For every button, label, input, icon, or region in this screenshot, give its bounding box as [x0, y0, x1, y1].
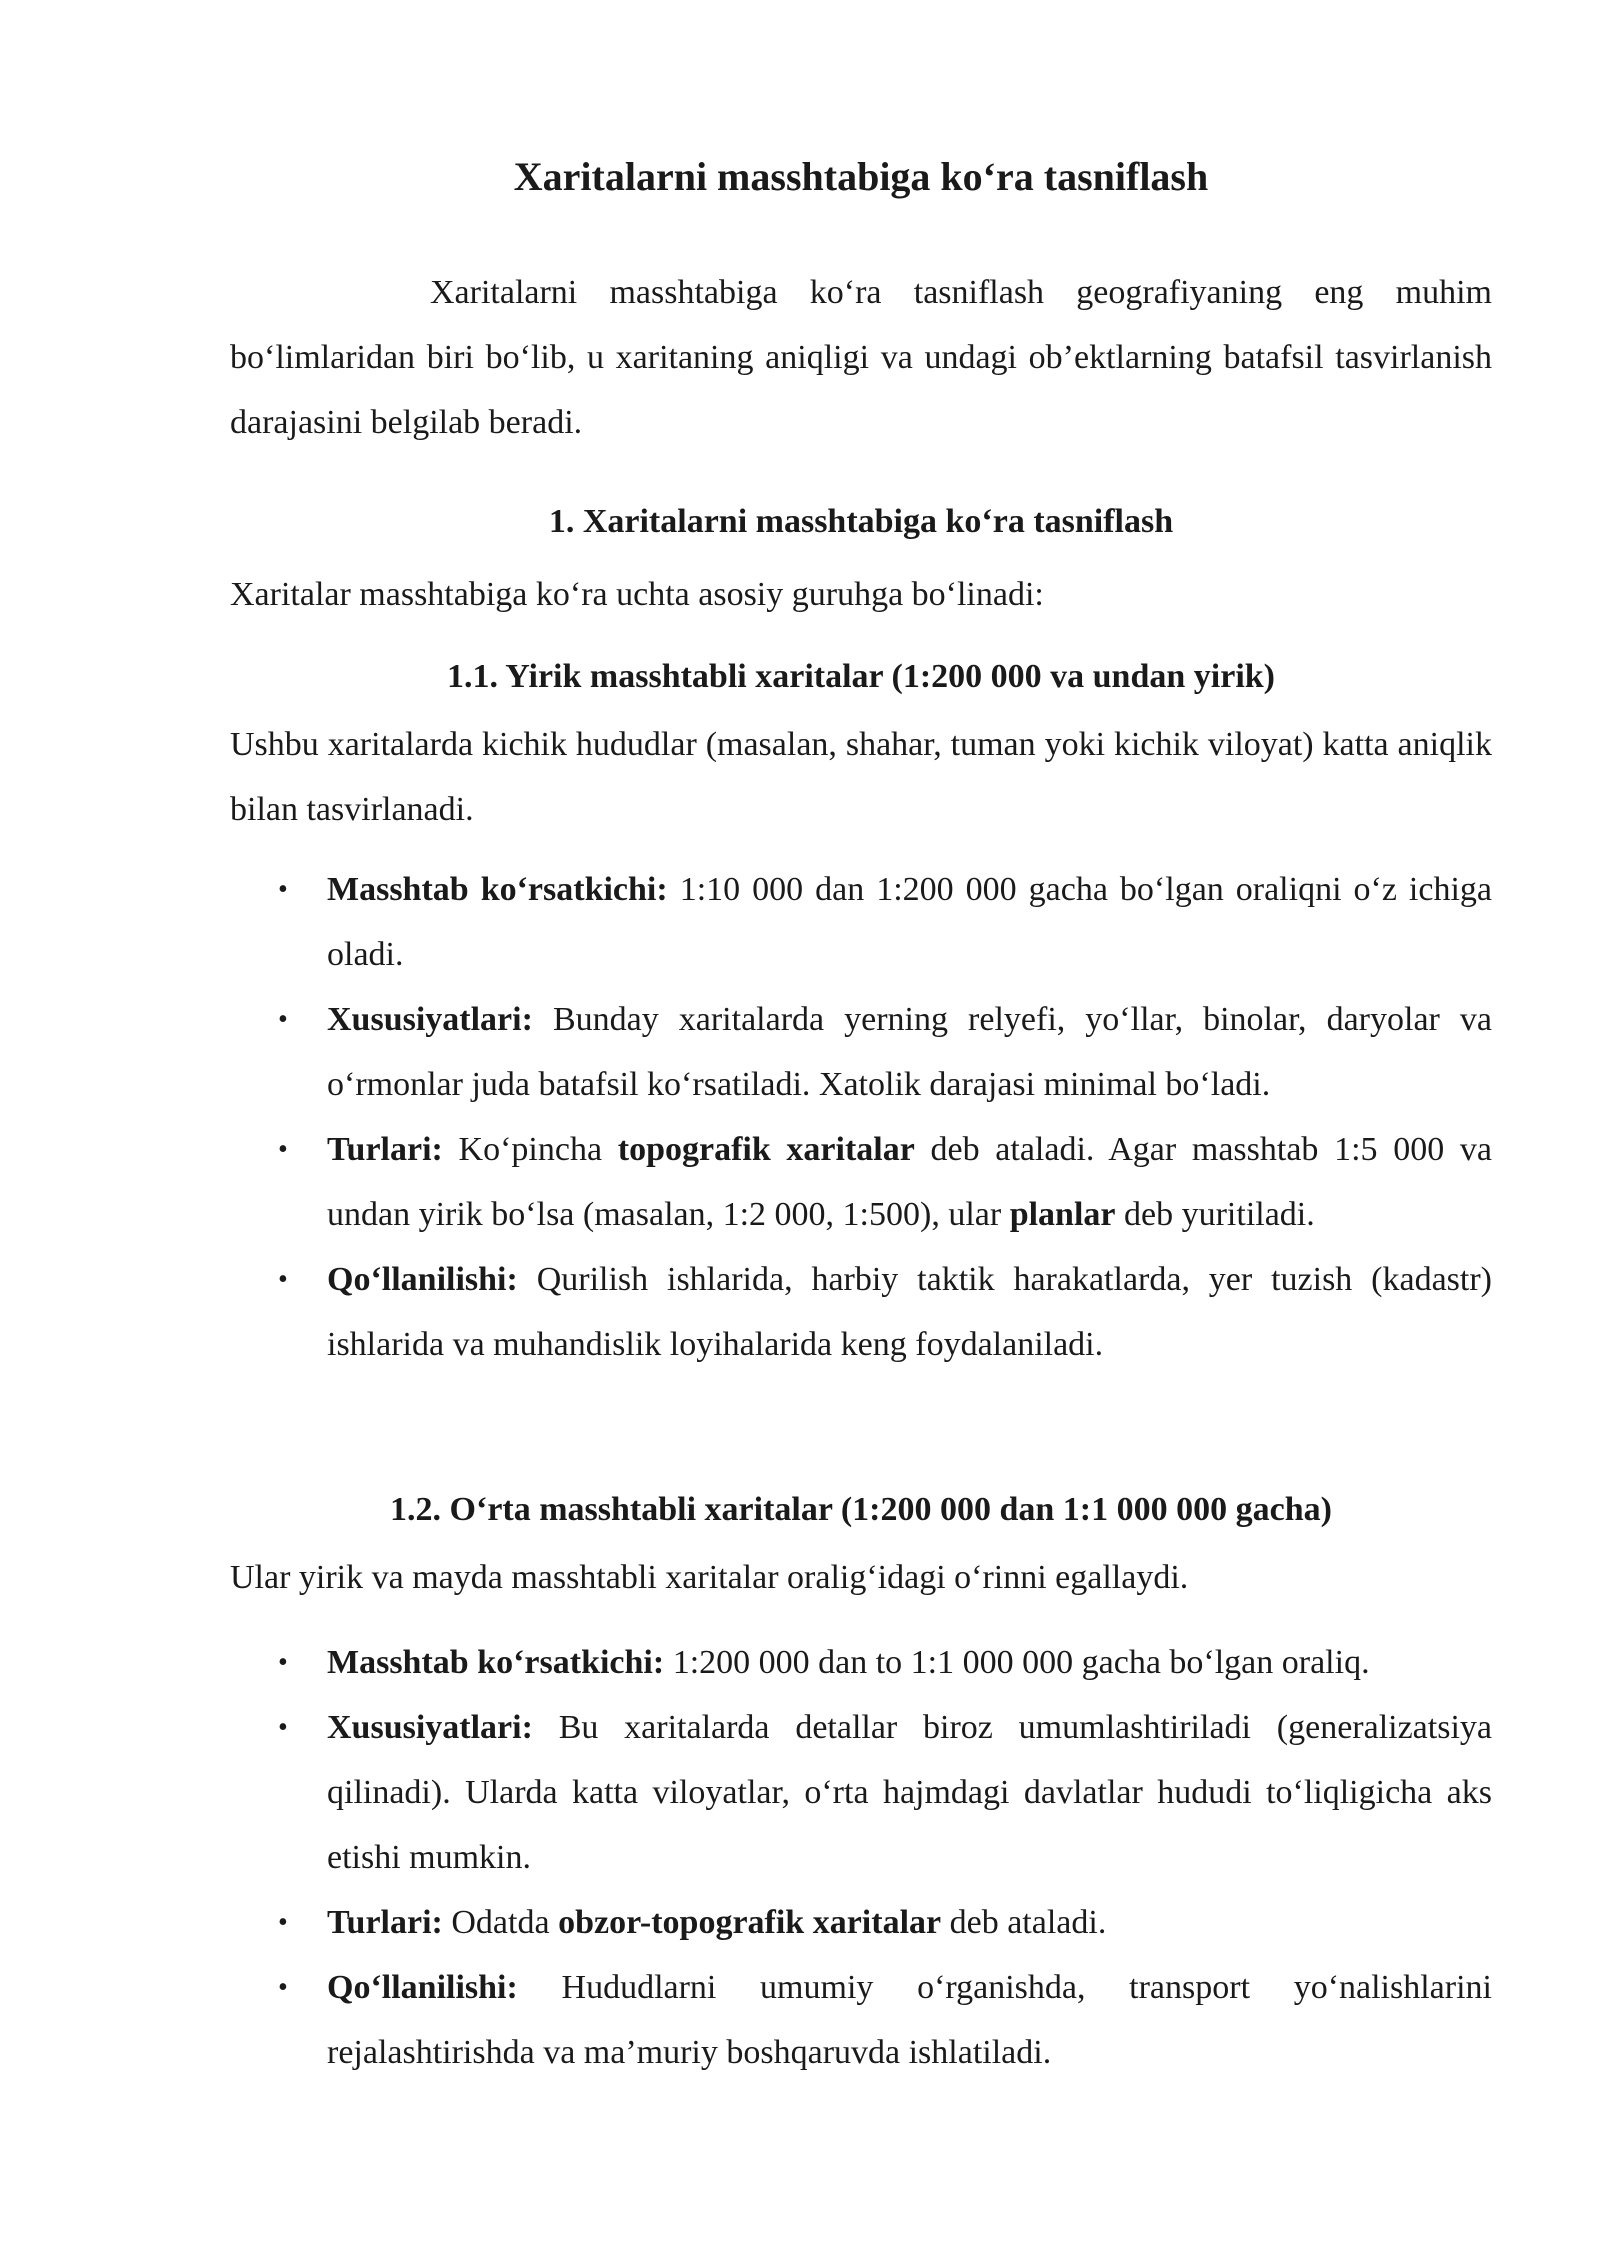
section-1-1-heading: 1.1. Yirik masshtabli xaritalar (1:200 000 va undan yirik): [446, 658, 1276, 695]
intro-paragraph: Xaritalarni masshtabiga ko‘ra tasniflash geografiyaning eng muhim bo‘limlaridan biri bo‘lib, u xaritaning aniqligi va undagi ob’ektlarning batafsil tasvirlanish darajasini belgilab beradi.: [230, 274, 1492, 441]
bullet-label: Masshtab ko‘rsatkichi:: [327, 871, 668, 908]
bullet-emphasis: planlar: [1009, 1196, 1116, 1233]
bullet-icon: •: [278, 1004, 288, 1035]
list-item: [230, 987, 1492, 1117]
bullet-text: Bu xaritalarda detallar biroz umumlashtiriladi (generalizatsiya qilinadi). Ularda katta viloyatlar, o‘rta hajmdagi davlatlar hududi to‘liqligicha aks etishi mumkin.: [327, 1709, 1492, 1876]
list-item: [230, 1890, 1492, 1955]
bullet-icon: •: [278, 874, 288, 905]
bullet-icon: •: [278, 1907, 288, 1938]
bullet-text: Qurilish ishlarida, harbiy taktik harakatlarda, yer tuzish (kadastr) ishlarida va muhandislik loyihalarida keng foydalaniladi.: [327, 1261, 1492, 1363]
section-1-2-heading: 1.2. O‘rta masshtabli xaritalar (1:200 000 dan 1:1 000 000 gacha): [390, 1491, 1332, 1528]
document-title: Xaritalarni masshtabiga ko‘ra tasniflash: [513, 154, 1209, 199]
list-item: [230, 1695, 1492, 1890]
section-1-1-bullet-list: [230, 857, 1492, 1377]
list-item: [230, 1117, 1492, 1247]
bullet-text: Ko‘pincha: [442, 1131, 618, 1168]
list-item: [230, 1247, 1492, 1377]
bullet-emphasis: obzor-topografik xaritalar: [558, 1904, 942, 1941]
list-item: [230, 1630, 1492, 1695]
list-item: [230, 857, 1492, 987]
bullet-label: Xususiyatlari:: [327, 1709, 533, 1746]
section-1-1-text: Ushbu xaritalarda kichik hududlar (masalan, shahar, tuman yoki kichik viloyat) katta aniqlik bilan tasvirlanadi.: [230, 726, 1492, 828]
bullet-emphasis: topografik xaritalar: [617, 1131, 915, 1168]
bullet-icon: •: [278, 1647, 288, 1678]
bullet-text: Hududlarni umumiy o‘rganishda, transport yo‘nalishlarini rejalashtirishda va ma’muriy boshqaruvda ishlatiladi.: [327, 1969, 1492, 2071]
bullet-text: deb ataladi.: [941, 1904, 1107, 1941]
bullet-label: Turlari:: [327, 1904, 443, 1941]
bullet-text: Odatda: [442, 1904, 559, 1941]
bullet-icon: •: [278, 1972, 288, 2003]
section-1-2-text: Ular yirik va mayda masshtabli xaritalar oralig‘idagi o‘rinni egallaydi.: [230, 1559, 1189, 1596]
bullet-label: Qo‘llanilishi:: [327, 1261, 518, 1298]
bullet-text: 1:10 000 dan 1:200 000 gacha bo‘lgan oraliqni o‘z ichiga oladi.: [327, 871, 1493, 973]
bullet-text: Bunday xaritalarda yerning relyefi, yo‘llar, binolar, daryolar va o‘rmonlar juda batafsil ko‘rsatiladi. Xatolik darajasi minimal bo‘ladi.: [327, 1001, 1492, 1103]
bullet-icon: •: [278, 1712, 288, 1743]
section-1-2-bullet-list: [230, 1630, 1492, 2085]
bullet-label: Turlari:: [327, 1131, 443, 1168]
bullet-label: Qo‘llanilishi:: [327, 1969, 518, 2006]
section-1-text: Xaritalar masshtabiga ko‘ra uchta asosiy guruhga bo‘linadi:: [230, 576, 1044, 613]
bullet-icon: •: [278, 1134, 288, 1165]
bullet-icon: •: [278, 1264, 288, 1295]
section-1-heading: 1. Xaritalarni masshtabiga ko‘ra tasniflash: [548, 503, 1174, 540]
bullet-text: deb yuritiladi.: [1115, 1196, 1315, 1233]
bullet-text: 1:200 000 dan to 1:1 000 000 gacha bo‘lgan oraliq.: [664, 1644, 1370, 1681]
list-item: [230, 1955, 1492, 2085]
bullet-label: Xususiyatlari:: [327, 1001, 533, 1038]
bullet-label: Masshtab ko‘rsatkichi:: [327, 1644, 665, 1681]
bullet-text: deb ataladi. Agar masshtab 1:5 000 va undan yirik bo‘lsa (masalan, 1:2 000, 1:500), ular: [327, 1131, 1492, 1233]
